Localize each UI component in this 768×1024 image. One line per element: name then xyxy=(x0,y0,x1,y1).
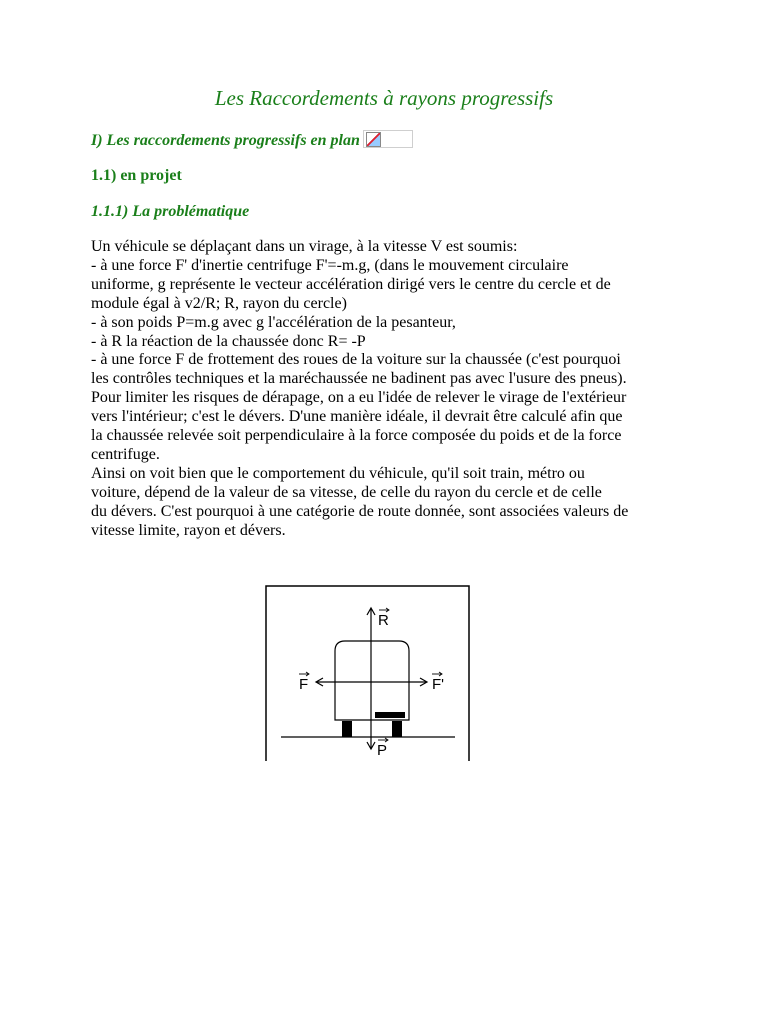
paragraph-line: Un véhicule se déplaçant dans un virage, à la vitesse V est soumis: xyxy=(91,238,518,255)
broken-image-icon xyxy=(363,130,413,148)
page-title: Les Raccordements à rayons progressifs xyxy=(214,86,554,110)
paragraph-line: voiture, dépend de la valeur de sa vitesse, de celle du rayon du cercle et de celle xyxy=(91,483,602,501)
paragraph-line: - à une force F de frottement des roues de la voiture sur la chaussée (c'est pourquoi xyxy=(91,351,621,369)
body-paragraph xyxy=(91,238,691,541)
paragraph-line: du dévers. C'est pourquoi à une catégorie de route donnée, sont associées valeurs de xyxy=(91,502,629,520)
diagram-frame xyxy=(266,586,469,761)
wheel-right xyxy=(392,721,402,737)
label-R-group xyxy=(378,608,389,629)
wheel-left xyxy=(342,721,352,737)
paragraph-line: vitesse limite, rayon et dévers. xyxy=(91,521,286,539)
paragraph-line: module égal à v2/R; R, rayon du cercle) xyxy=(91,294,347,312)
vehicle-body xyxy=(335,641,409,720)
paragraph-line: Pour limiter les risques de dérapage, on a eu l'idée de relever le virage de l'extérieur xyxy=(91,389,627,407)
section-heading-1 xyxy=(91,130,413,150)
force-diagram xyxy=(265,585,470,761)
paragraph-line: - à R la réaction de la chaussée donc R= -P xyxy=(91,332,366,350)
section-heading-1-text: I) Les raccordements progressifs en plan xyxy=(91,132,360,149)
label-F: F xyxy=(299,676,309,693)
label-Fprime: F' xyxy=(432,676,445,693)
paragraph-line: - à son poids P=m.g avec g l'accélération de la pesanteur, xyxy=(91,313,456,331)
label-P: P xyxy=(377,742,388,759)
label-R: R xyxy=(378,612,389,629)
paragraph-line: vers l'intérieur; c'est le dévers. D'une manière idéale, il devrait être calculé afin que xyxy=(91,408,623,426)
label-P-group xyxy=(377,738,388,759)
paragraph-line: la chaussée relevée soit perpendiculaire à la force composée du poids et de la force xyxy=(91,427,622,445)
paragraph-line: centrifuge. xyxy=(91,445,160,463)
section-heading-1-1: 1.1) en projet xyxy=(91,167,182,184)
paragraph-line: Ainsi on voit bien que le comportement du véhicule, qu'il soit train, métro ou xyxy=(91,464,585,482)
label-Fprime-group xyxy=(432,672,444,693)
paragraph-line: - à une force F' d'inertie centrifuge F'=-m.g, (dans le mouvement circulaire xyxy=(91,256,569,274)
label-F-group xyxy=(299,672,309,693)
force-diagram-svg xyxy=(265,585,470,761)
vehicle-marker xyxy=(375,712,405,718)
section-heading-1-1-1: 1.1.1) La problématique xyxy=(91,203,250,220)
paragraph-line: les contrôles techniques et la maréchaussée ne badinent pas avec l'usure des pneus). xyxy=(91,370,627,388)
paragraph-line: uniforme, g représente le vecteur accélération dirigé vers le centre du cercle et de xyxy=(91,275,611,293)
